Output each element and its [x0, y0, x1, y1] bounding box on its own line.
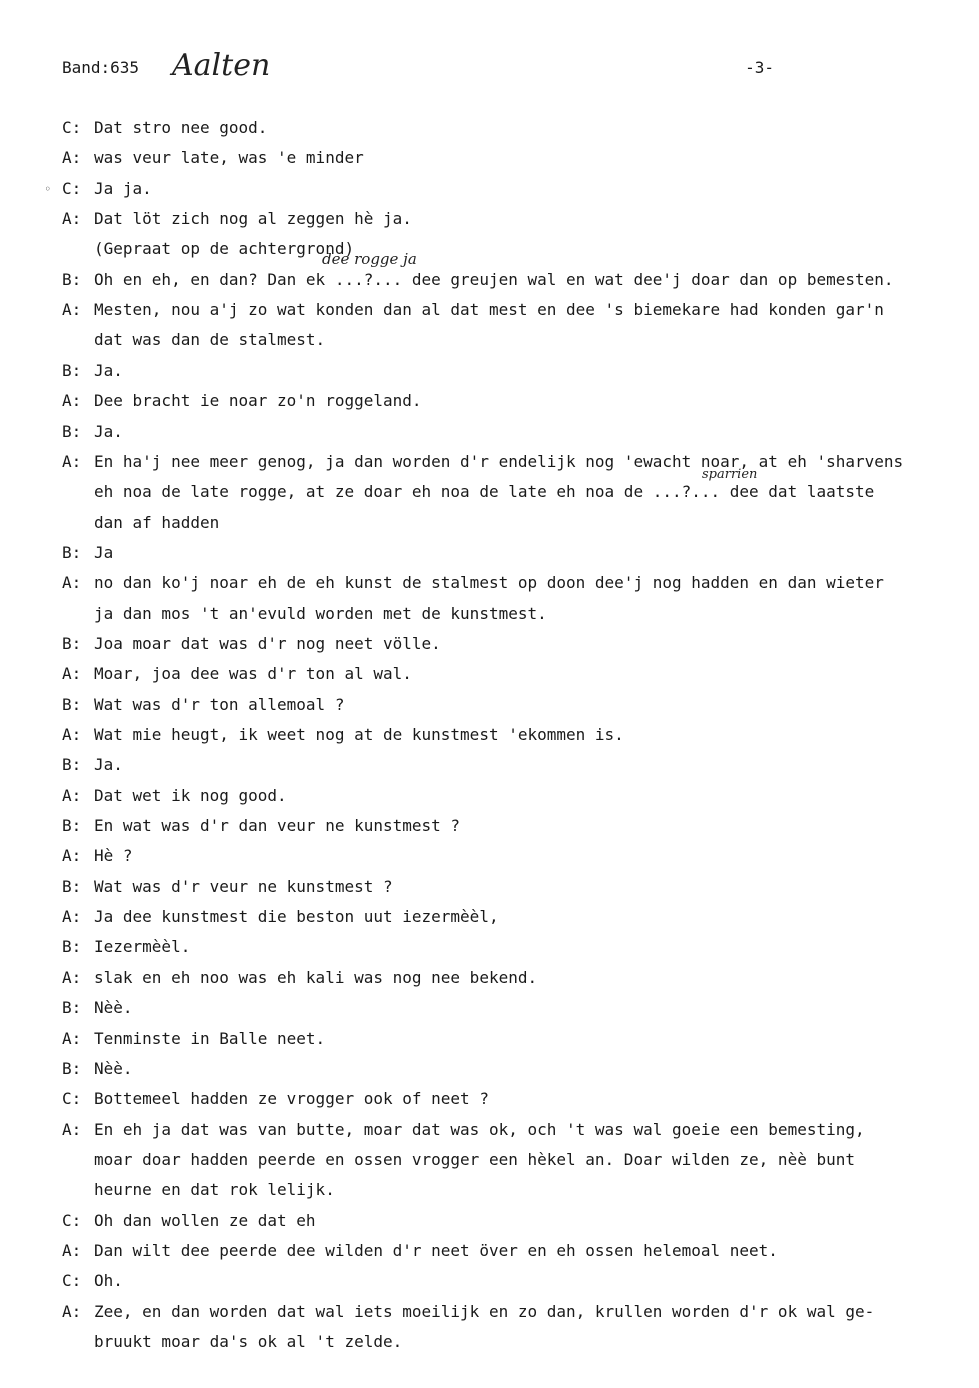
utterance-text: slak en eh noo was eh kali was nog nee bekend. — [94, 967, 538, 987]
transcript-line — [0, 720, 979, 750]
speaker-label: A: — [62, 967, 82, 987]
transcript-line — [0, 902, 979, 932]
utterance-text: Oh en eh, en dan? Dan ek ...?... dee greujen wal en wat dee'j doar dan op bemesten. — [94, 269, 894, 289]
utterance-text: moar doar hadden peerde en ossen vrogger een hèkel an. Doar wilden ze, nèè bunt — [94, 1149, 855, 1169]
utterance-text: was veur late, was 'e minder — [94, 148, 364, 168]
utterance-text: dat was dan de stalmest. — [94, 330, 326, 350]
utterance-text: Ja — [94, 542, 114, 562]
speaker-label: A: — [62, 1301, 82, 1321]
speaker-label: C: — [62, 1089, 82, 1109]
transcript-line — [0, 781, 979, 811]
transcript-line — [0, 629, 979, 659]
utterance-text: Oh dan wollen ze dat eh — [94, 1210, 316, 1230]
speaker-label: C: — [62, 1210, 82, 1230]
utterance-text: Bottemeel hadden ze vrogger ook of neet ? — [94, 1089, 489, 1109]
transcript-line — [0, 659, 979, 689]
utterance-text: eh noa de late rogge, at ze doar eh noa de late eh noa de ...?... dee dat laatste — [94, 482, 875, 502]
transcript-line — [0, 417, 979, 447]
speaker-label: A: — [62, 300, 82, 320]
page-number: -3- — [745, 58, 774, 77]
place-name-handwritten: Aalten — [172, 48, 271, 83]
speaker-label: A: — [62, 1119, 82, 1139]
speaker-label: A: — [62, 1028, 82, 1048]
transcript-line — [0, 204, 979, 234]
margin-mark: ◦ — [44, 182, 52, 196]
transcript-line — [0, 325, 979, 355]
page-header — [62, 48, 939, 86]
utterance-text: Oh. — [94, 1271, 123, 1291]
transcript-line — [0, 1206, 979, 1236]
transcript-line — [0, 1266, 979, 1296]
speaker-label: B: — [62, 633, 82, 653]
utterance-text: Wat was d'r ton allemoal ? — [94, 694, 345, 714]
utterance-text: Nèè. — [94, 1058, 133, 1078]
speaker-label: B: — [62, 360, 82, 380]
speaker-label: B: — [62, 269, 82, 289]
speaker-label: B: — [62, 755, 82, 775]
transcript-line — [0, 356, 979, 386]
utterance-text: dan af hadden — [94, 512, 220, 532]
utterance-text: Ja ja. — [94, 178, 152, 198]
utterance-text: Dan wilt dee peerde dee wilden d'r neet över en eh ossen helemoal neet. — [94, 1240, 778, 1260]
utterance-text: Dat wet ik nog good. — [94, 785, 287, 805]
speaker-label: B: — [62, 816, 82, 836]
utterance-text: ja dan mos 't an'evuld worden met de kunstmest. — [94, 603, 547, 623]
utterance-text: bruukt moar da's ok al 't zelde. — [94, 1332, 403, 1351]
utterance-text: Ja. — [94, 360, 123, 380]
speaker-label: A: — [62, 664, 82, 684]
transcript-line — [0, 932, 979, 962]
speaker-label: B: — [62, 542, 82, 562]
transcript-line — [0, 872, 979, 902]
speaker-label: A: — [62, 451, 82, 471]
speaker-label: B: — [62, 1058, 82, 1078]
transcript-line — [0, 599, 979, 629]
utterance-text: no dan ko'j noar eh de eh kunst de stalmest op doon dee'j nog hadden en dan wieter — [94, 573, 884, 593]
transcript-line — [0, 265, 979, 295]
utterance-text: Dat löt zich nog al zeggen hè ja. — [94, 209, 412, 229]
utterance-text: Moar, joa dee was d'r ton al wal. — [94, 664, 412, 684]
handwritten-annotation-rogge: dee rogge ja — [322, 250, 417, 268]
utterance-text: Zee, en dan worden dat wal iets moeilijk en zo dan, krullen worden d'r ok wal ge- — [94, 1301, 875, 1321]
transcript-line — [0, 1024, 979, 1054]
utterance-text: En wat was d'r dan veur ne kunstmest ? — [94, 816, 461, 836]
transcript-line — [0, 1236, 979, 1266]
transcript-line — [0, 234, 979, 264]
utterance-text: Iezermèèl. — [94, 937, 191, 957]
utterance-text: Ja dee kunstmest die beston uut iezermèèl, — [94, 907, 499, 927]
speaker-label: A: — [62, 573, 82, 593]
speaker-label: B: — [62, 694, 82, 714]
utterance-text: Nèè. — [94, 998, 133, 1018]
speaker-label: A: — [62, 846, 82, 866]
utterance-text: En eh ja dat was van butte, moar dat was ok, och 't was wal goeie een bemesting, — [94, 1119, 865, 1139]
transcript-line — [0, 568, 979, 598]
utterance-text: Wat mie heugt, ik weet nog at de kunstmest 'ekommen is. — [94, 725, 624, 744]
transcript-line — [0, 1145, 979, 1175]
transcript-line — [0, 841, 979, 871]
transcript-line — [0, 174, 979, 204]
utterance-text: Mesten, nou a'j zo wat konden dan al dat mest en dee 's biemekare had konden gar'n — [94, 300, 884, 320]
speaker-label: B: — [62, 937, 82, 957]
transcript-line — [0, 447, 979, 477]
transcript-line — [0, 508, 979, 538]
transcript-line — [0, 538, 979, 568]
transcript-line — [0, 993, 979, 1023]
transcript-line — [0, 811, 979, 841]
utterance-text: Ja. — [94, 421, 123, 441]
speaker-label: A: — [62, 725, 82, 744]
speaker-label: A: — [62, 785, 82, 805]
transcript-line — [0, 386, 979, 416]
speaker-label: B: — [62, 421, 82, 441]
transcript-line — [0, 477, 979, 507]
speaker-label: C: — [62, 1271, 82, 1291]
utterance-text: Dee bracht ie noar zo'n roggeland. — [94, 391, 422, 411]
transcript-line — [0, 1115, 979, 1145]
utterance-text: (Gepraat op de achtergrond) — [94, 239, 355, 259]
transcript-line — [0, 1175, 979, 1205]
utterance-text: Tenminste in Balle neet. — [94, 1028, 326, 1048]
tape-number: Band:635 — [62, 58, 140, 77]
handwritten-annotation-sparren: sparrien — [702, 467, 758, 482]
speaker-label: C: — [62, 118, 82, 137]
utterance-text: Dat stro nee good. — [94, 118, 268, 137]
transcript-line — [0, 1297, 979, 1327]
transcript-line — [0, 295, 979, 325]
speaker-label: B: — [62, 876, 82, 896]
transcript-line — [0, 750, 979, 780]
transcript-line — [0, 1054, 979, 1084]
speaker-label: A: — [62, 148, 82, 168]
utterance-text: Ja. — [94, 755, 123, 775]
transcript-line — [0, 690, 979, 720]
speaker-label: A: — [62, 907, 82, 927]
utterance-text: Hè ? — [94, 846, 133, 866]
utterance-text: Joa moar dat was d'r nog neet völle. — [94, 633, 441, 653]
speaker-label: B: — [62, 998, 82, 1018]
speaker-label: A: — [62, 391, 82, 411]
utterance-text: En ha'j nee meer genog, ja dan worden d'r endelijk nog 'ewacht noar, at eh 'sharvens — [94, 451, 904, 471]
transcript-line — [0, 1327, 979, 1357]
transcript-line — [0, 1084, 979, 1114]
speaker-label: A: — [62, 209, 82, 229]
transcript-line — [0, 113, 979, 143]
speaker-label: C: — [62, 178, 82, 198]
transcript-line — [0, 143, 979, 173]
transcript-line — [0, 963, 979, 993]
utterance-text: Wat was d'r veur ne kunstmest ? — [94, 876, 393, 896]
speaker-label: A: — [62, 1240, 82, 1260]
utterance-text: heurne en dat rok lelijk. — [94, 1180, 335, 1200]
